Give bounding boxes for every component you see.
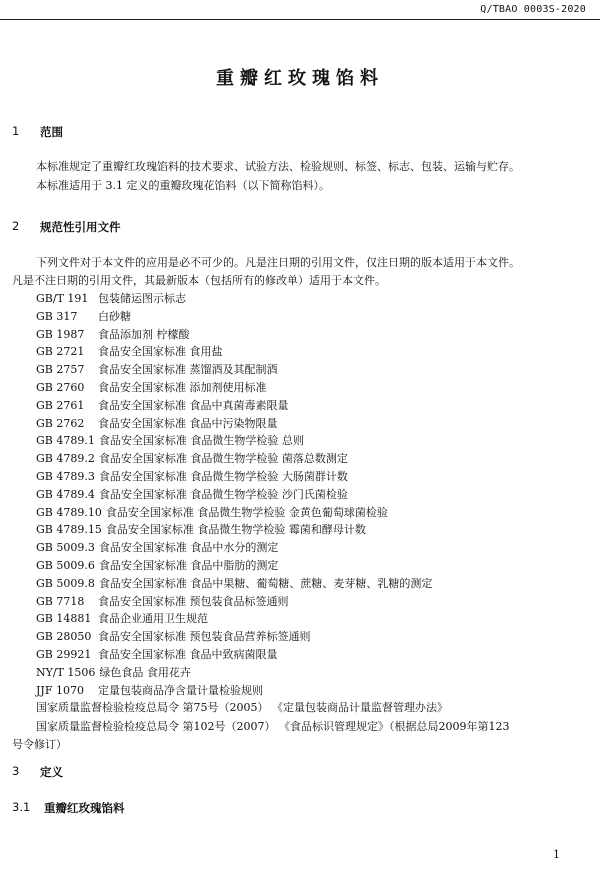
refs-intro-line-2: 凡是不注日期的引用文件，其最新版本（包括所有的修改单）适用于本文件。: [12, 274, 386, 287]
reference-item: GB 14881 食品企业通用卫生规范: [36, 612, 208, 626]
refs-intro-line-1: 下列文件对于本文件的应用是必不可少的。凡是注日期的引用文件，仅注日期的版本适用于本文件。: [36, 256, 520, 269]
decree-line-2: 号令修订）: [12, 737, 67, 751]
reference-item: GB 2757 食品安全国家标准 蒸馏酒及其配制酒: [36, 363, 278, 377]
reference-item: GB 28050 食品安全国家标准 预包装食品营养标签通则: [36, 630, 311, 644]
reference-item: GB 4789.4 食品安全国家标准 食品微生物学检验 沙门氏菌检验: [36, 487, 348, 501]
reference-item: GB/T 191 包装储运图示标志: [36, 292, 186, 305]
reference-item: GB 2721 食品安全国家标准 食用盐: [36, 345, 223, 359]
section-title: 范围: [40, 125, 63, 139]
reference-item: GB 1987 食品添加剂 柠檬酸: [36, 327, 190, 341]
section-title: 规范性引用文件: [40, 220, 121, 234]
page-number: 1: [553, 848, 560, 861]
reference-item: GB 4789.10 食品安全国家标准 食品微生物学检验 金黄色葡萄球菌检验: [36, 505, 388, 519]
reference-item: GB 4789.3 食品安全国家标准 食品微生物学检验 大肠菌群计数: [36, 469, 348, 483]
decree-reference: [12, 718, 592, 754]
decree-line-1: 国家质量监督检验检疫总局令 第102号（2007） 《食品标识管理规定》（根据总局2009年第123: [36, 720, 510, 733]
reference-item: GB 5009.6 食品安全国家标准 食品中脂肪的测定: [36, 558, 279, 572]
reference-item: JJF 1070 定量包装商品净含量计量检验规则: [36, 683, 263, 697]
section-title: 定义: [40, 765, 63, 779]
document-title: 重瓣红玫瑰馅料: [216, 68, 384, 89]
reference-list: [36, 290, 596, 717]
reference-item: GB 29921 食品安全国家标准 食品中致病菌限量: [36, 647, 278, 661]
reference-item: GB 5009.3 食品安全国家标准 食品中水分的测定: [36, 541, 279, 555]
section-number: 2: [12, 219, 20, 233]
reference-item: GB 317 白砂糖: [36, 309, 131, 323]
section-number: 1: [12, 124, 20, 138]
section-number: 3.1: [12, 800, 31, 814]
section-2-heading: [12, 219, 121, 235]
reference-item: NY/T 1506 绿色食品 食用花卉: [36, 665, 191, 679]
reference-item: GB 4789.2 食品安全国家标准 食品微生物学检验 菌落总数测定: [36, 452, 348, 466]
section-title: 重瓣红玫瑰馅料: [44, 801, 125, 815]
reference-item: GB 5009.8 食品安全国家标准 食品中果糖、葡萄糖、蔗糖、麦芽糖、乳糖的测定: [36, 576, 433, 590]
header-rule: [0, 19, 600, 20]
reference-item: GB 2760 食品安全国家标准 添加剂使用标准: [36, 380, 267, 394]
scope-paragraph-2: 本标准适用于 3.1 定义的重瓣玫瑰花馅料（以下简称馅料）。: [36, 179, 330, 192]
standard-code: Q/TBAO 0003S-2020: [480, 4, 586, 15]
section-1-heading: [12, 124, 63, 140]
reference-item: GB 4789.1 食品安全国家标准 食品微生物学检验 总则: [36, 434, 304, 448]
section-3-1-heading: [12, 800, 125, 816]
reference-item: GB 7718 食品安全国家标准 预包装食品标签通则: [36, 594, 289, 608]
section-number: 3: [12, 764, 20, 778]
reference-item: GB 4789.15 食品安全国家标准 食品微生物学检验 霉菌和酵母计数: [36, 523, 366, 537]
reference-item: GB 2761 食品安全国家标准 食品中真菌毒素限量: [36, 398, 289, 412]
scope-paragraph-1: 本标准规定了重瓣红玫瑰馅料的技术要求、试验方法、检验规则、标签、标志、包装、运输与贮存。: [36, 160, 520, 173]
section-3-heading: [12, 764, 63, 780]
reference-item: GB 2762 食品安全国家标准 食品中污染物限量: [36, 416, 278, 430]
reference-item: 国家质量监督检验检疫总局令 第75号（2005） 《定量包装商品计量监督管理办法》: [36, 701, 448, 715]
